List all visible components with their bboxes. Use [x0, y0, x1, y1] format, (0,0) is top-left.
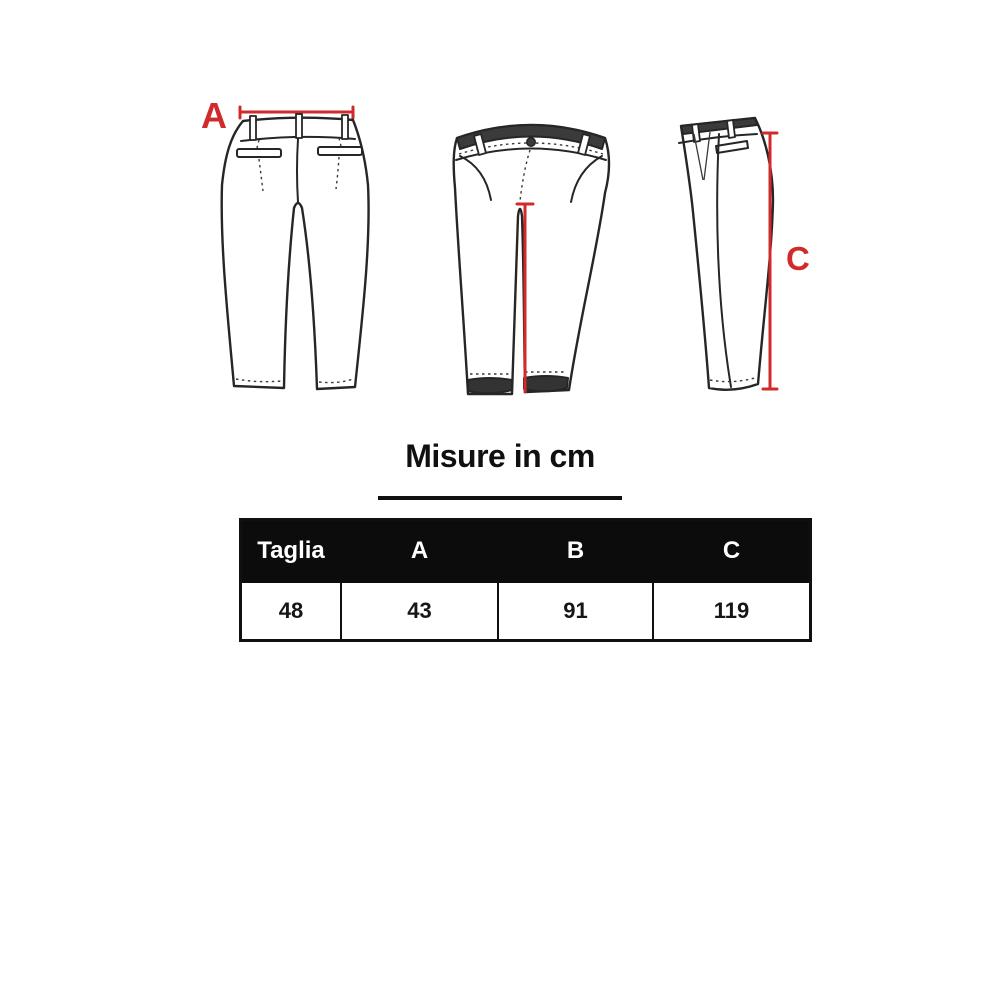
side-view-body — [681, 118, 773, 390]
front-view-illustration — [447, 108, 617, 403]
size-table-header-row — [241, 520, 811, 583]
cell-taglia-value: 48 — [241, 582, 342, 641]
cell-a-value: 43 — [341, 582, 498, 641]
front-view-body — [454, 125, 609, 394]
header-cell-taglia: Taglia — [241, 520, 342, 583]
page-title: Misure in cm — [405, 438, 595, 474]
front-button — [527, 138, 535, 146]
side-view-illustration — [663, 112, 783, 402]
header-cell-b: B — [498, 520, 653, 583]
header-cell-a: A — [341, 520, 498, 583]
measure-label-a: A — [201, 95, 227, 136]
front-hem-right — [524, 376, 568, 391]
measure-label-c: C — [786, 240, 810, 277]
cell-c-value: 119 — [653, 582, 811, 641]
title-underline — [378, 496, 622, 500]
header-cell-c: C — [653, 520, 811, 583]
front-hem-left — [468, 378, 512, 393]
back-centre-seam — [297, 139, 298, 202]
back-view-illustration — [205, 105, 395, 405]
back-view-body — [222, 118, 369, 389]
cell-b-value: 91 — [498, 582, 653, 641]
size-table-row — [241, 582, 811, 641]
size-table — [239, 518, 812, 642]
